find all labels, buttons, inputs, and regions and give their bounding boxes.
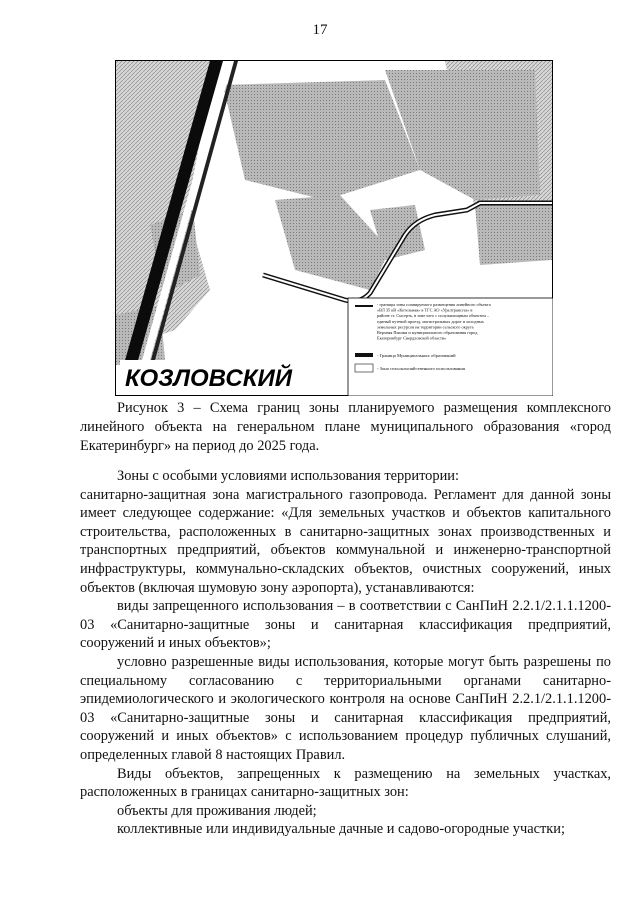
legend-zone-text: - границы зоны планируемого размещения линейного объекта «ВЛ 35 кВ «Котельная» в ТГС АО «Уралтрансгаз» в районе ст. Сысерть, в зоне чего с полужилищным объектом – единый путевой проезд, магистральных дорог и холодных земельных ресурсов на территории сельского округа Верхняя Пышма и муниципального образования город Екатеринбург Свердловской области» [377, 302, 491, 341]
paragraph: Виды объектов, запрещенных к размещению на земельных участках, расположенных в границах санитарно-защитных зон: [80, 765, 611, 801]
place-label: КОЗЛОВСКИЙ [125, 365, 293, 392]
map-figure [115, 60, 553, 396]
legend-agri-text: - Зона сельскохозяйственного использования [377, 366, 465, 371]
paragraph: виды запрещенного использования – в соответствии с СанПиН 2.2.1/2.1.1.1200-03 «Санитарно-защитные зоны и санитарная классификация предприятий, сооружений и иных объектов»; [80, 598, 611, 652]
paragraph: коллективные или индивидуальные дачные и садово-огородные участки; [117, 821, 565, 838]
paragraph: санитарно-защитная зона магистрального газопровода. Регламент для данной зоны имеет следующее содержание: «Для земельных участков и объектов капитального строительства, расположенных в санитарно-защитных зонах производственных и транспортных предприятий, объектов коммунальной и инженерно-транспортной инфраструктуры, коммунально-складских объектов, очистных сооружений, иных объектов (включая шумовую зону аэропорта), устанавливаются: [80, 486, 611, 596]
figure-caption-text: Рисунок 3 – Схема границ зоны планируемого размещения комплексного линейного объекта на генеральном плане муниципального образования «город Екатеринбург» на период до 2025 года. [80, 400, 611, 454]
figure-caption [80, 399, 611, 456]
paragraph: Зоны с особыми условиями использования территории: [117, 468, 459, 484]
paragraph: условно разрешенные виды использования, которые могут быть разрешены по специальному согласованию с территориальными органами санитарно-эпидемиологического и экологического контроля на основе СанПиН 2.2.1/2.1.1.1200-03 «Санитарно-защитные зоны и санитарная классификация предприятий, сооружений и иных объектов» с использованием процедур публичных слушаний, определенных главой 8 настоящих Правил. [80, 653, 611, 763]
page-number: 17 [312, 22, 328, 38]
paragraph: объекты для проживания людей; [117, 802, 317, 819]
body-text [80, 467, 611, 839]
legend-swatch-municipal [355, 353, 373, 357]
legend-municipal-text: - Граница Муниципальных образований [377, 353, 456, 358]
legend-swatch-agri [355, 364, 373, 372]
land-block-right [475, 205, 552, 265]
